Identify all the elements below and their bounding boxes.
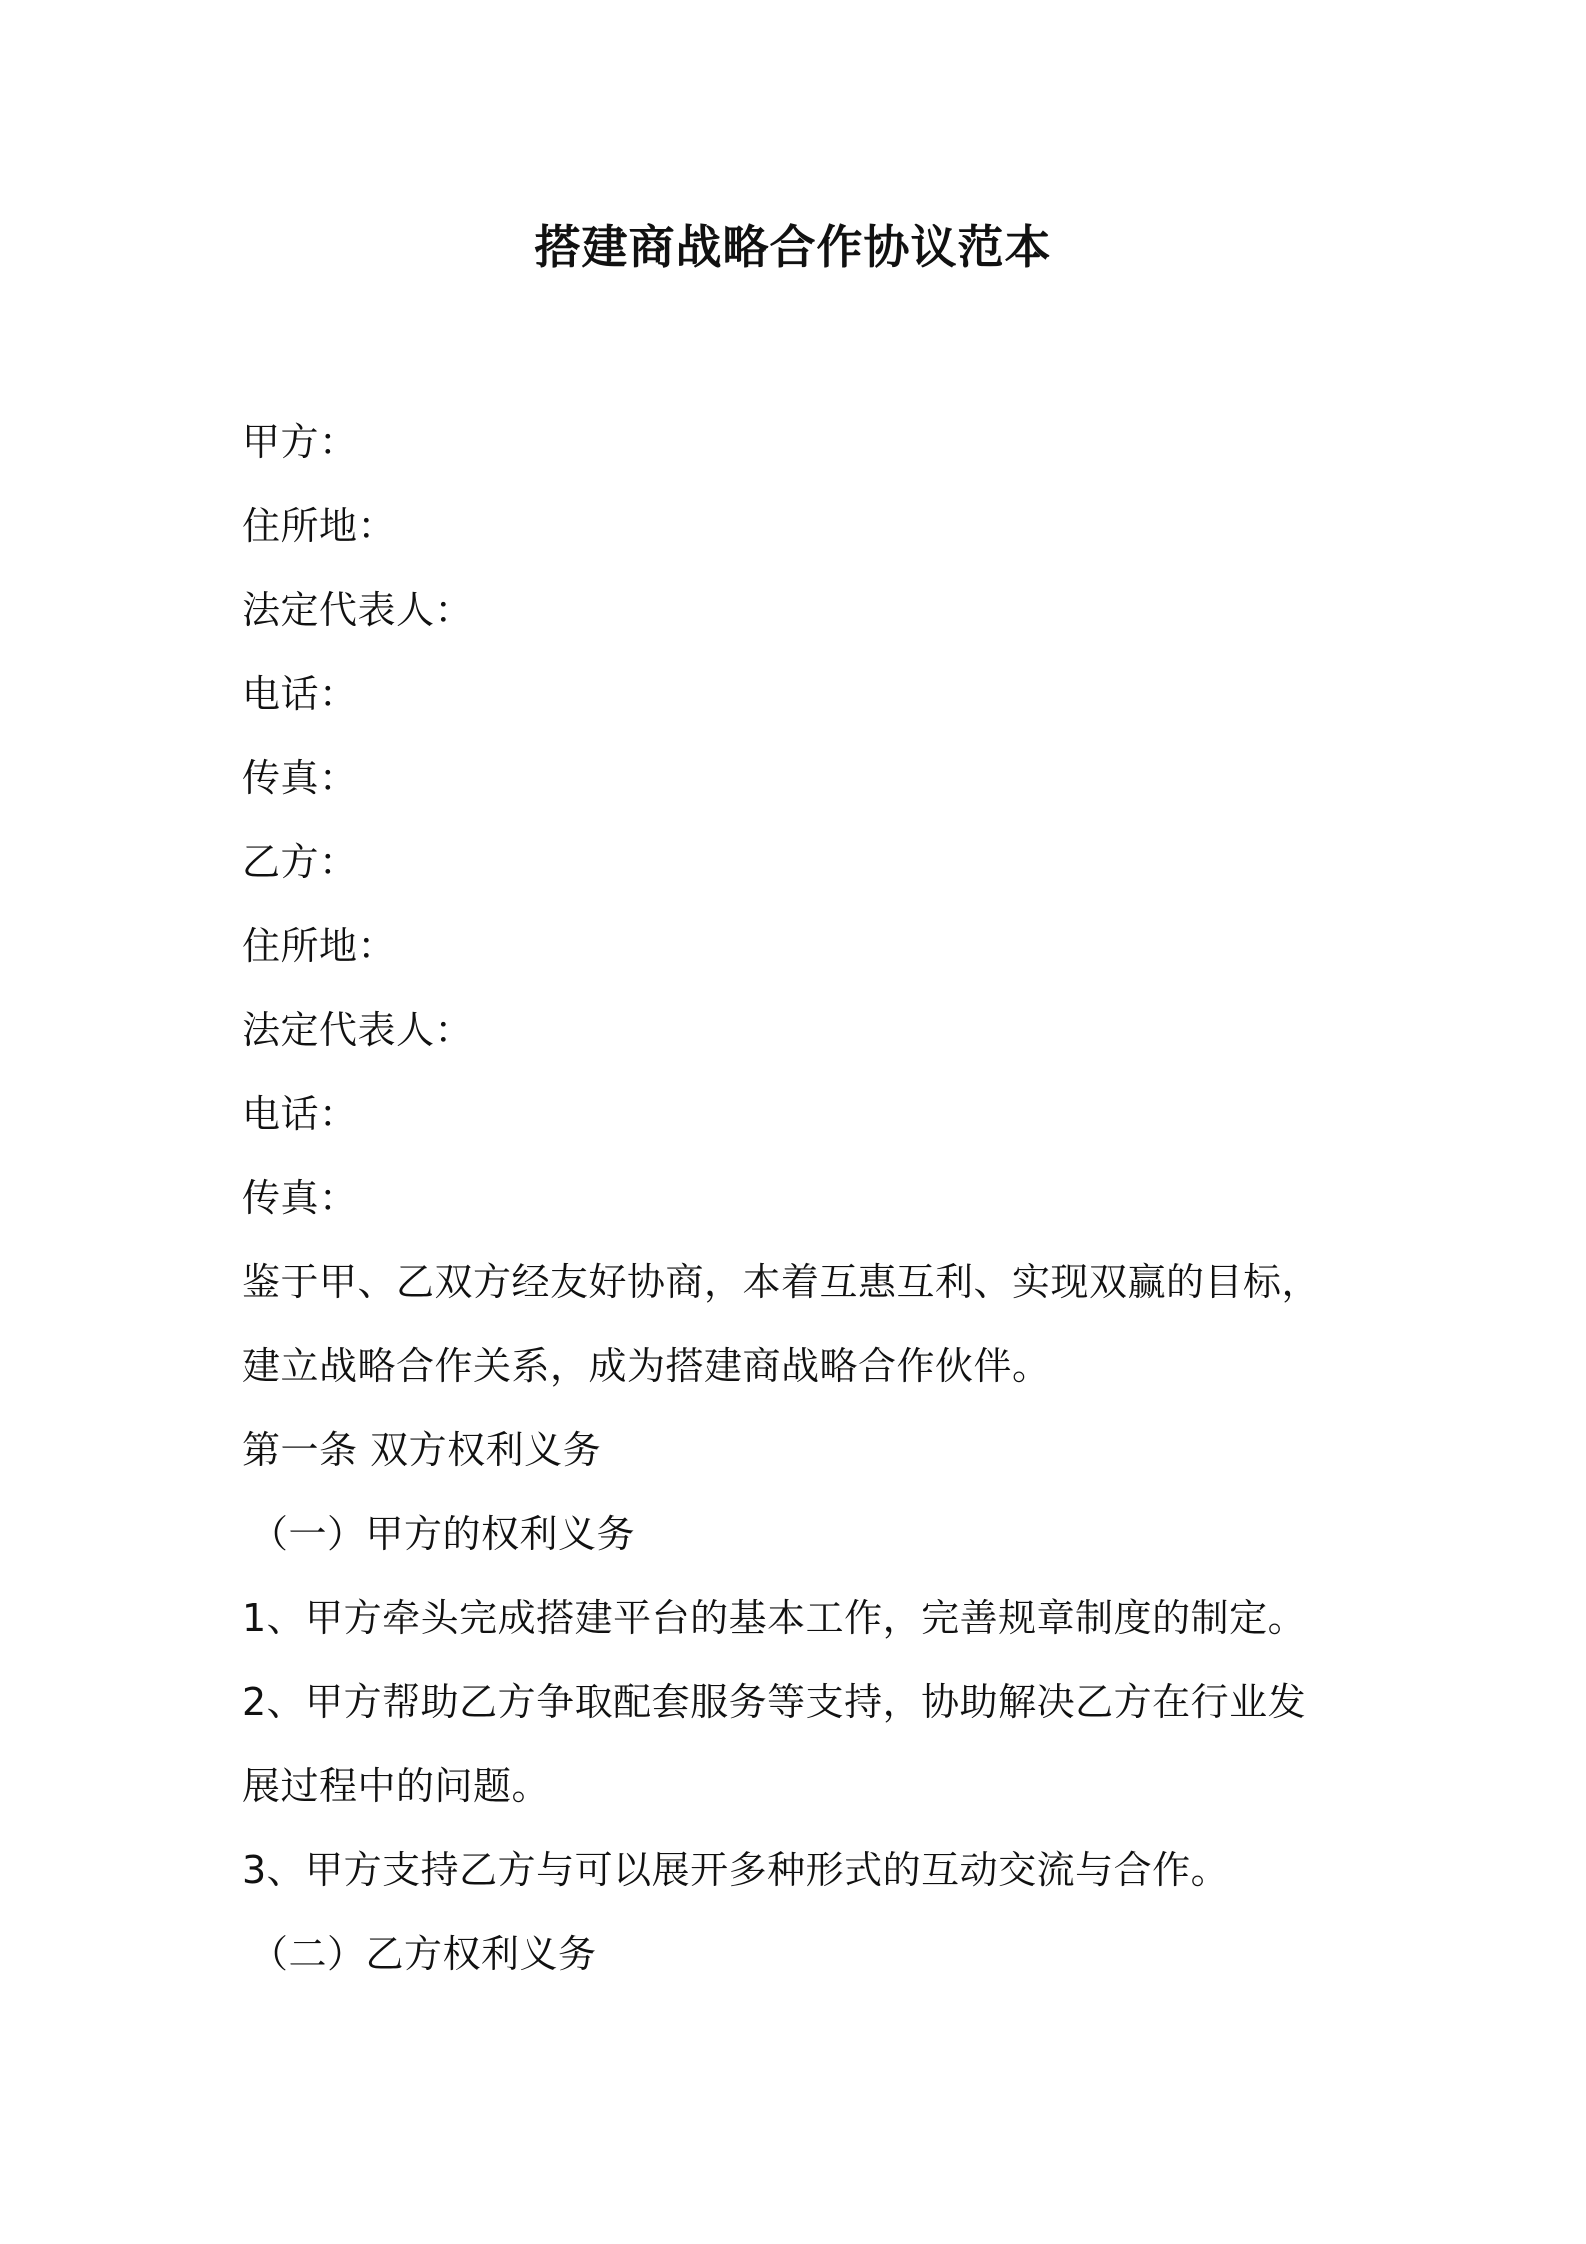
section-b-heading: （二）乙方权利义务	[250, 1932, 597, 1976]
section-a-item-3: 3、甲方支持乙方与可以展开多种形式的互动交流与合作。	[242, 1848, 1230, 1892]
section-a-item-2-continued: 展过程中的问题。	[242, 1764, 551, 1808]
party-a-fax-label: 传真：	[242, 756, 358, 800]
party-a-phone-label: 电话：	[242, 672, 358, 716]
party-a-label: 甲方：	[242, 420, 358, 464]
preamble-line-1: 鉴于甲、乙双方经友好协商，本着互惠互利、实现双赢的目标，	[242, 1260, 1321, 1304]
document-title: 搭建商战略合作协议范本	[534, 220, 1052, 274]
party-b-phone-label: 电话：	[242, 1092, 358, 1136]
party-a-address-label: 住所地：	[242, 504, 397, 548]
party-b-fax-label: 传真：	[242, 1176, 358, 1220]
document-body	[242, 400, 1352, 1996]
section-a-item-2: 2、甲方帮助乙方争取配套服务等支持，协助解决乙方在行业发	[242, 1680, 1307, 1724]
article-1-heading: 第一条 双方权利义务	[242, 1428, 602, 1472]
party-b-address-label: 住所地：	[242, 924, 397, 968]
section-a-heading: （一）甲方的权利义务	[250, 1512, 636, 1556]
section-a-item-1: 1、甲方牵头完成搭建平台的基本工作，完善规章制度的制定。	[242, 1596, 1307, 1640]
party-b-legal-rep-label: 法定代表人：	[242, 1008, 474, 1052]
party-b-label: 乙方：	[242, 840, 358, 884]
preamble-line-2: 建立战略合作关系，成为搭建商战略合作伙伴。	[242, 1344, 1051, 1388]
party-a-legal-rep-label: 法定代表人：	[242, 588, 474, 632]
